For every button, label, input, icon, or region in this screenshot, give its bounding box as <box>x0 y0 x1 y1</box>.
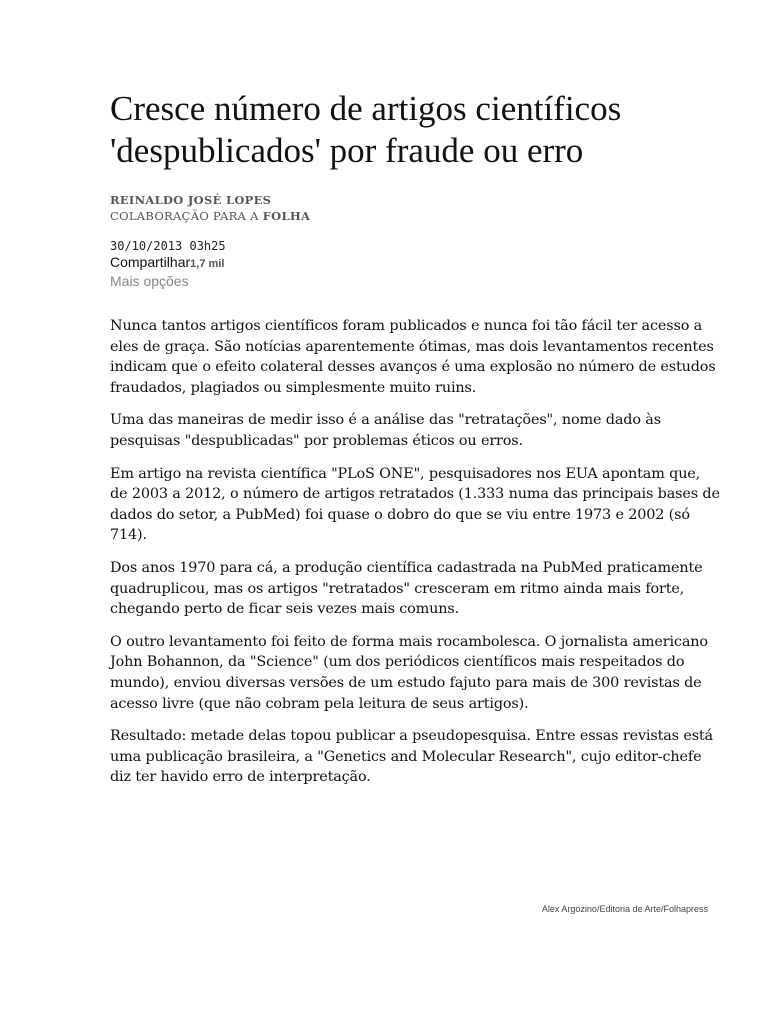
paragraph: Nunca tantos artigos científicos foram publicados e nunca foi tão fácil ter acesso a eles de graça. São notícias aparentemente ótimas, mas dois levantamentos recentes indicam que o efeito colateral desses avanços é uma explosão no número de estudos fraudados, plagiados ou simplesmente muito ruins. <box>110 318 716 396</box>
paragraph: Dos anos 1970 para cá, a produção científica cadastrada na PubMed praticamente quadruplicou, mas os artigos "retratados" cresceram em ritmo ainda mais forte, chegando perto de ficar seis vezes mais comuns. <box>110 559 703 618</box>
author-name[interactable]: REINALDO JOSÉ LOPES <box>110 193 272 207</box>
paragraph: Uma das maneiras de medir isso é a análise das "retratações", nome dado às pesquisas "despublicadas" por problemas éticos ou erros. <box>110 412 661 449</box>
collaboration-line <box>110 208 720 224</box>
more-options-link[interactable]: Mais opções <box>110 273 189 289</box>
image-credit: Alex Argozino/Editoria de Arte/Folhapress <box>541 904 708 914</box>
outlet-name: FOLHA <box>262 209 311 223</box>
byline <box>110 192 720 224</box>
article <box>110 88 720 800</box>
collaboration-prefix: COLABORAÇÃO PARA A <box>110 209 259 223</box>
headline: Cresce número de artigos científicos 'despublicados' por fraude ou erro <box>110 89 622 170</box>
share-count: 1,7 mil <box>190 258 225 270</box>
article-body <box>110 316 720 788</box>
publish-date: 30/10/2013 03h25 <box>110 239 226 253</box>
paragraph: Em artigo na revista científica "PLoS ONE", pesquisadores nos EUA apontam que, de 2003 a 2012, o número de artigos retratados (1.333 numa das principais bases de dados do setor, a PubMed) foi quase o dobro do que se viu entre 1973 e 2002 (só 714). <box>110 465 720 544</box>
share-bar <box>110 254 720 273</box>
paragraph: O outro levantamento foi feito de forma mais rocambolesca. O jornalista americano John Bohannon, da "Science" (um dos periódicos científicos mais respeitados do mundo), enviou diversas versões de um estudo fajuto para mais de 300 revistas de acesso livre (que não cobram pela leitura de seus artigos). <box>110 633 708 712</box>
paragraph: Resultado: metade delas topou publicar a pseudopesquisa. Entre essas revistas está uma publicação brasileira, a "Genetics and Molecular Research", cujo editor-chefe diz ter havido erro de interpretação. <box>110 728 713 786</box>
share-button[interactable]: Compartilhar <box>110 254 191 270</box>
